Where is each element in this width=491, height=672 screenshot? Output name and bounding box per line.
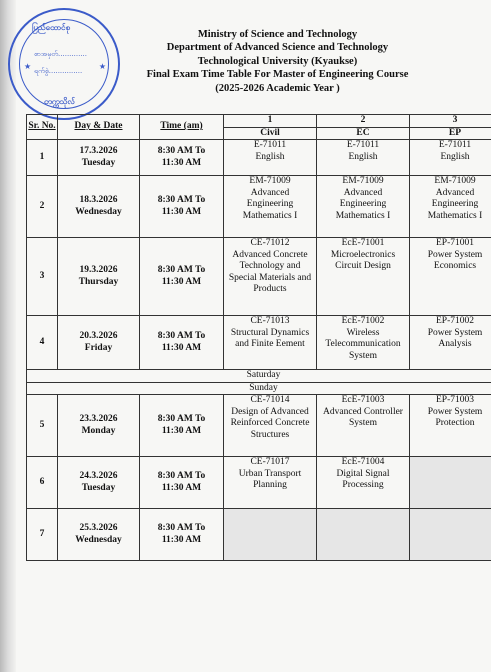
subject-line: Reinforced Concrete bbox=[230, 418, 310, 428]
subject-line: EM-71009 bbox=[249, 176, 291, 186]
time-end: 11:30 AM bbox=[161, 482, 202, 493]
subject-line: EcE-71003 bbox=[341, 395, 385, 405]
time-start: 8:30 AM To bbox=[157, 331, 206, 341]
time-end: 11:30 AM bbox=[161, 157, 202, 168]
subject-line: Processing bbox=[342, 480, 384, 490]
subject-line: Structures bbox=[250, 429, 290, 440]
table-row bbox=[27, 457, 491, 509]
ec-subject bbox=[317, 316, 410, 370]
subject-line: EM-71009 bbox=[434, 176, 476, 186]
row-time bbox=[140, 238, 224, 316]
row-time bbox=[140, 176, 224, 238]
table-row bbox=[27, 316, 491, 370]
subject-line: System bbox=[349, 350, 377, 361]
subject-line: Telecommunication bbox=[325, 339, 401, 349]
civil-subject bbox=[224, 395, 317, 457]
ep-subject bbox=[410, 140, 491, 176]
timetable-title: Final Exam Time Table For Master of Engineering Course bbox=[146, 69, 409, 81]
civil-subject bbox=[224, 176, 317, 238]
subject-line: Economics bbox=[433, 261, 477, 271]
subject-line: Structural Dynamics bbox=[230, 327, 310, 338]
time-start: 8:30 AM To bbox=[157, 195, 206, 205]
row-date bbox=[58, 238, 140, 316]
civil-subject bbox=[224, 509, 317, 561]
subject-line: CE-71017 bbox=[250, 457, 290, 467]
subject-line: EcE-71002 bbox=[341, 316, 385, 326]
subject-line: Power System bbox=[427, 327, 483, 338]
header-ep: EP bbox=[410, 127, 491, 140]
table-row bbox=[27, 509, 491, 561]
ep-subject bbox=[410, 457, 491, 509]
row-sr-no: 7 bbox=[27, 509, 58, 561]
star-icon: ★ bbox=[24, 62, 32, 71]
table-row bbox=[27, 238, 491, 316]
header-sr-no: Sr. No. bbox=[27, 115, 58, 140]
subject-line: System bbox=[349, 418, 377, 428]
ec-subject bbox=[317, 395, 410, 457]
time-start: 8:30 AM To bbox=[157, 146, 206, 156]
subject-line: English bbox=[440, 151, 470, 162]
ep-subject bbox=[410, 395, 491, 457]
header-ec: EC bbox=[317, 127, 410, 140]
date-text: 25.3.2026 bbox=[79, 523, 118, 533]
subject-line: Circuit Design bbox=[335, 261, 391, 271]
row-time bbox=[140, 509, 224, 561]
subject-line: Technology and bbox=[239, 261, 301, 271]
time-start: 8:30 AM To bbox=[157, 523, 206, 533]
row-date bbox=[58, 457, 140, 509]
subject-line: Urban Transport bbox=[238, 468, 302, 479]
civil-subject bbox=[224, 316, 317, 370]
seal-bottom-text: တက္ကသိုလ် bbox=[44, 97, 75, 106]
row-date bbox=[58, 395, 140, 457]
date-text: 20.3.2026 bbox=[79, 331, 118, 341]
ec-subject bbox=[317, 457, 410, 509]
civil-subject bbox=[224, 140, 317, 176]
date-text: 24.3.2026 bbox=[79, 471, 118, 481]
row-date bbox=[58, 140, 140, 176]
subject-line: Special Materials and bbox=[228, 272, 312, 283]
subject-line: English bbox=[348, 151, 378, 162]
ep-subject bbox=[410, 509, 491, 561]
subject-line: Products bbox=[253, 284, 287, 294]
day-text: Thursday bbox=[78, 276, 119, 287]
saturday-label: Saturday bbox=[27, 370, 491, 383]
subject-line: Mathematics I bbox=[242, 210, 298, 221]
subject-line: Mathematics I bbox=[335, 210, 391, 221]
ep-subject bbox=[410, 238, 491, 316]
subject-line: E-71011 bbox=[438, 140, 472, 150]
subject-line: English bbox=[255, 151, 285, 162]
header-col-1: 1 bbox=[224, 115, 317, 128]
subject-line: Design of Advanced bbox=[231, 406, 309, 417]
ep-subject bbox=[410, 316, 491, 370]
date-text: 18.3.2026 bbox=[79, 195, 118, 205]
weekend-row bbox=[27, 382, 491, 395]
subject-line: EP-71001 bbox=[436, 238, 474, 248]
subject-line: Mathematics I bbox=[427, 210, 483, 221]
sunday-label: Sunday bbox=[27, 382, 491, 395]
time-end: 11:30 AM bbox=[161, 534, 202, 545]
subject-line: Wireless bbox=[346, 327, 380, 338]
subject-line: Engineering bbox=[431, 199, 479, 209]
subject-line: Advanced Concrete bbox=[232, 249, 308, 260]
subject-line: Engineering bbox=[246, 199, 294, 209]
subject-line: Advanced bbox=[435, 187, 475, 198]
subject-line: E-71011 bbox=[253, 140, 287, 150]
subject-line: Advanced bbox=[343, 187, 383, 198]
ec-subject bbox=[317, 238, 410, 316]
subject-line: Microelectronics bbox=[330, 249, 396, 260]
date-text: 23.3.2026 bbox=[79, 414, 118, 424]
row-date bbox=[58, 316, 140, 370]
official-seal bbox=[8, 8, 120, 120]
table-row bbox=[27, 395, 491, 457]
day-text: Monday bbox=[81, 425, 116, 436]
subject-line: EM-71009 bbox=[342, 176, 384, 186]
ministry-title: Ministry of Science and Technology bbox=[197, 29, 358, 40]
day-text: Wednesday bbox=[75, 534, 122, 545]
subject-line: and Finite Eement bbox=[235, 339, 305, 349]
subject-line: Engineering bbox=[339, 199, 387, 209]
day-text: Wednesday bbox=[75, 206, 122, 217]
ep-subject bbox=[410, 176, 491, 238]
seal-top-text: ပြည်ထောင်စု bbox=[32, 23, 70, 32]
subject-line: Advanced Controller bbox=[323, 406, 403, 417]
subject-line: Power System bbox=[427, 249, 483, 260]
subject-line: EP-71003 bbox=[436, 395, 474, 405]
header-civil: Civil bbox=[224, 127, 317, 140]
seal-date-line: ရက်စွဲ............... bbox=[34, 67, 83, 75]
time-start: 8:30 AM To bbox=[157, 414, 206, 424]
subject-line: EcE-71004 bbox=[341, 457, 385, 467]
subject-line: Power System bbox=[427, 406, 483, 417]
time-start: 8:30 AM To bbox=[157, 265, 206, 275]
row-date bbox=[58, 509, 140, 561]
row-time bbox=[140, 395, 224, 457]
time-start: 8:30 AM To bbox=[157, 471, 206, 481]
subject-line: Planning bbox=[253, 480, 287, 490]
star-icon: ★ bbox=[98, 62, 106, 71]
row-sr-no: 3 bbox=[27, 238, 58, 316]
subject-line: Protection bbox=[435, 418, 475, 428]
row-sr-no: 6 bbox=[27, 457, 58, 509]
subject-line: Analysis bbox=[438, 339, 472, 349]
row-sr-no: 1 bbox=[27, 140, 58, 176]
ec-subject bbox=[317, 176, 410, 238]
subject-line: CE-71013 bbox=[250, 316, 290, 326]
day-text: Tuesday bbox=[81, 482, 116, 493]
academic-year: (2025-2026 Academic Year ) bbox=[215, 82, 340, 94]
row-date bbox=[58, 176, 140, 238]
subject-line: CE-71014 bbox=[250, 395, 290, 405]
subject-line: EcE-71001 bbox=[341, 238, 385, 248]
civil-subject bbox=[224, 238, 317, 316]
time-end: 11:30 AM bbox=[161, 425, 202, 436]
row-sr-no: 4 bbox=[27, 316, 58, 370]
exam-timetable bbox=[26, 114, 491, 561]
subject-line: Advanced bbox=[250, 187, 290, 198]
row-sr-no: 5 bbox=[27, 395, 58, 457]
header-col-3: 3 bbox=[410, 115, 491, 128]
seal-ref-line: စာအမှတ်............. bbox=[34, 50, 87, 58]
row-time bbox=[140, 316, 224, 370]
row-time bbox=[140, 457, 224, 509]
document-header bbox=[105, 28, 450, 95]
row-sr-no: 2 bbox=[27, 176, 58, 238]
date-text: 19.3.2026 bbox=[79, 265, 118, 275]
subject-line: CE-71012 bbox=[250, 238, 290, 248]
time-end: 11:30 AM bbox=[161, 206, 202, 217]
row-time bbox=[140, 140, 224, 176]
ec-subject bbox=[317, 140, 410, 176]
department-title: Department of Advanced Science and Technology bbox=[166, 42, 389, 54]
date-text: 17.3.2026 bbox=[79, 146, 118, 156]
civil-subject bbox=[224, 457, 317, 509]
header-col-2: 2 bbox=[317, 115, 410, 128]
header-day-date: Day & Date bbox=[58, 115, 140, 140]
subject-line: Digital Signal bbox=[336, 468, 390, 479]
table-row bbox=[27, 140, 491, 176]
time-end: 11:30 AM bbox=[161, 276, 202, 287]
table-row bbox=[27, 176, 491, 238]
scan-edge bbox=[0, 0, 16, 672]
weekend-row bbox=[27, 370, 491, 383]
day-text: Friday bbox=[84, 342, 113, 353]
ec-subject bbox=[317, 509, 410, 561]
time-end: 11:30 AM bbox=[161, 342, 202, 353]
day-text: Tuesday bbox=[81, 157, 116, 168]
subject-line: EP-71002 bbox=[436, 316, 474, 326]
header-time: Time (am) bbox=[140, 115, 224, 140]
subject-line: E-71011 bbox=[346, 140, 380, 150]
university-title: Technological University (Kyaukse) bbox=[197, 55, 358, 67]
